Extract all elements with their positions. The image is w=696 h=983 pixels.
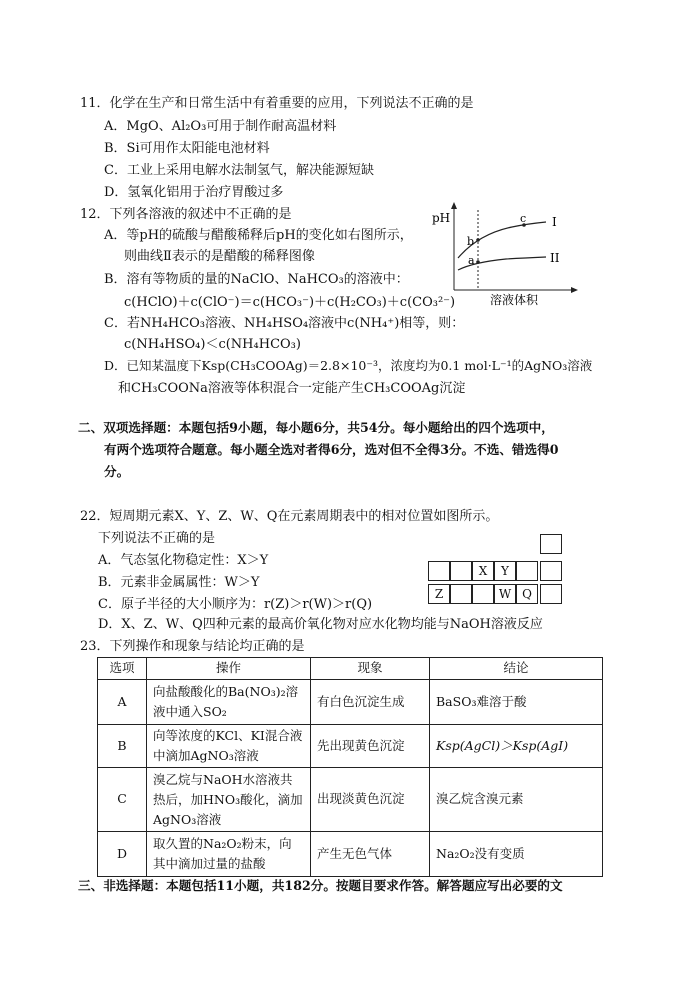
row-option: D bbox=[98, 832, 147, 877]
q22-option-b: B．元素非金属属性：W＞Y bbox=[98, 575, 260, 590]
section2-line1: 二、双项选择题：本题包括9小题，每小题6分，共54分。每小题给出的四个选项中， bbox=[78, 420, 554, 435]
y-axis-arrow-icon bbox=[451, 202, 457, 209]
row-option: A bbox=[98, 680, 147, 725]
y-axis-label: pH bbox=[432, 211, 451, 225]
table-row bbox=[98, 680, 603, 725]
header-operation: 操作 bbox=[147, 658, 311, 680]
point-a-dot bbox=[476, 260, 480, 264]
ptable-cell-y: Y bbox=[494, 561, 516, 581]
row-operation: 向等浓度的KCl、KI混合液中滴加AgNO₃溶液 bbox=[147, 725, 311, 768]
row-operation: 向盐酸酸化的Ba(NO₃)₂溶液中通入SO₂ bbox=[147, 680, 311, 725]
header-phenomenon: 现象 bbox=[311, 658, 430, 680]
ptable-cell-x: X bbox=[472, 561, 494, 581]
section3-line1: 三、非选择题：本题包括11小题，共182分。按题目要求作答。解答题应写出必要的文 bbox=[78, 878, 563, 893]
q12-option-c-line2: c(NH₄HSO₄)＜c(NH₄HCO₃) bbox=[124, 337, 301, 352]
row-phenomenon: 先出现黄色沉淀 bbox=[311, 725, 430, 768]
x-axis-label: 溶液体积 bbox=[490, 293, 539, 307]
ptable-cell-w: W bbox=[494, 584, 516, 604]
row-phenomenon: 有白色沉淀生成 bbox=[311, 680, 430, 725]
x-axis-arrow-icon bbox=[571, 287, 578, 293]
ptable-cell bbox=[472, 584, 494, 604]
q11-option-d: D．氢氧化铝用于治疗胃酸过多 bbox=[104, 185, 284, 200]
q22-option-d: D．X、Z、W、Q四种元素的最高价氧化物对应水化物均能与NaOH溶液反应 bbox=[98, 617, 543, 632]
q12-stem: 12．下列各溶液的叙述中不正确的是 bbox=[80, 207, 292, 222]
curve-one-label: I bbox=[552, 215, 557, 229]
table-header-row bbox=[98, 658, 603, 680]
point-c-label: c bbox=[520, 212, 527, 225]
row-phenomenon: 产生无色气体 bbox=[311, 832, 430, 877]
ptable-cell bbox=[516, 561, 538, 581]
q22-stem: 22．短周期元素X、Y、Z、W、Q在元素周期表中的相对位置如图所示。 bbox=[80, 509, 499, 524]
q12-option-a-line1: A．等pH的硫酸与醋酸稀释后pH的变化如右图所示， bbox=[104, 228, 413, 243]
table-row bbox=[98, 725, 603, 768]
point-b-label: b bbox=[467, 235, 475, 248]
row-option: C bbox=[98, 768, 147, 832]
ptable-cell bbox=[540, 584, 562, 604]
q11-option-b: B．Si可用作太阳能电池材料 bbox=[104, 141, 270, 156]
row-conclusion: 溴乙烷含溴元素 bbox=[430, 768, 603, 832]
q12-option-b-line2: c(HClO)＋c(ClO⁻)＝c(HCO₃⁻)＋c(H₂CO₃)＋c(CO₃²⁻) bbox=[124, 295, 456, 310]
section2-line2: 有两个选项符合题意。每小题全选对者得6分，选对但不全得3分。不选、错选得0 bbox=[104, 442, 559, 457]
curve-two-label: II bbox=[550, 251, 560, 265]
row-option: B bbox=[98, 725, 147, 768]
row-conclusion: BaSO₃难溶于酸 bbox=[430, 680, 603, 725]
header-option: 选项 bbox=[98, 658, 147, 680]
q12-option-b-line1: B．溶有等物质的量的NaClO、NaHCO₃的溶液中： bbox=[104, 272, 409, 287]
header-conclusion: 结论 bbox=[430, 658, 603, 680]
row-operation: 溴乙烷与NaOH水溶液共热后，加HNO₃酸化，滴加AgNO₃溶液 bbox=[147, 768, 311, 832]
ptable-cell-z: Z bbox=[428, 584, 450, 604]
ptable-cell bbox=[540, 561, 562, 581]
row-phenomenon: 出现淡黄色沉淀 bbox=[311, 768, 430, 832]
row-conclusion: Na₂O₂没有变质 bbox=[430, 832, 603, 877]
q23-stem: 23．下列操作和现象与结论均正确的是 bbox=[80, 639, 305, 654]
q12-option-d-line2: 和CH₃COONa溶液等体积混合一定能产生CH₃COOAg沉淀 bbox=[118, 381, 466, 396]
table-row bbox=[98, 768, 603, 832]
q12-option-c-line1: C．若NH₄HCO₃溶液、NH₄HSO₄溶液中c(NH₄⁺)相等，则： bbox=[104, 316, 465, 331]
ptable-cell-q: Q bbox=[516, 584, 538, 604]
section2-line3: 分。 bbox=[104, 464, 130, 479]
q11-option-c: C．工业上采用电解水法制氢气，解决能源短缺 bbox=[104, 163, 374, 178]
ptable-cell bbox=[428, 561, 450, 581]
ph-dilution-graph bbox=[430, 200, 580, 308]
ptable-cell bbox=[450, 584, 472, 604]
ptable-cell bbox=[450, 561, 472, 581]
q11-option-a: A．MgO、Al₂O₃可用于制作耐高温材料 bbox=[104, 119, 337, 134]
point-a-label: a bbox=[468, 254, 475, 267]
table-row bbox=[98, 832, 603, 877]
q22-sub-stem: 下列说法不正确的是 bbox=[98, 531, 216, 546]
q23-table bbox=[97, 657, 603, 877]
q11-stem: 11．化学在生产和日常生活中有着重要的应用，下列说法不正确的是 bbox=[80, 96, 474, 111]
q22-option-c: C．原子半径的大小顺序为：r(Z)＞r(W)＞r(Q) bbox=[98, 597, 373, 612]
ptable-cell-top bbox=[540, 534, 562, 554]
point-b-dot bbox=[476, 238, 480, 242]
q12-option-d-line1: D．已知某温度下Ksp(CH₃COOAg)＝2.8×10⁻³，浓度均为0.1 mol·L⁻¹的AgNO₃溶液 bbox=[104, 358, 593, 373]
q12-option-a-line2: 则曲线Ⅱ表示的是醋酸的稀释图像 bbox=[124, 249, 315, 264]
row-conclusion: Ksp(AgCl)＞Ksp(AgI) bbox=[430, 725, 603, 768]
q22-option-a: A．气态氢化物稳定性：X＞Y bbox=[98, 553, 269, 568]
row-operation: 取久置的Na₂O₂粉末，向其中滴加过量的盐酸 bbox=[147, 832, 311, 877]
